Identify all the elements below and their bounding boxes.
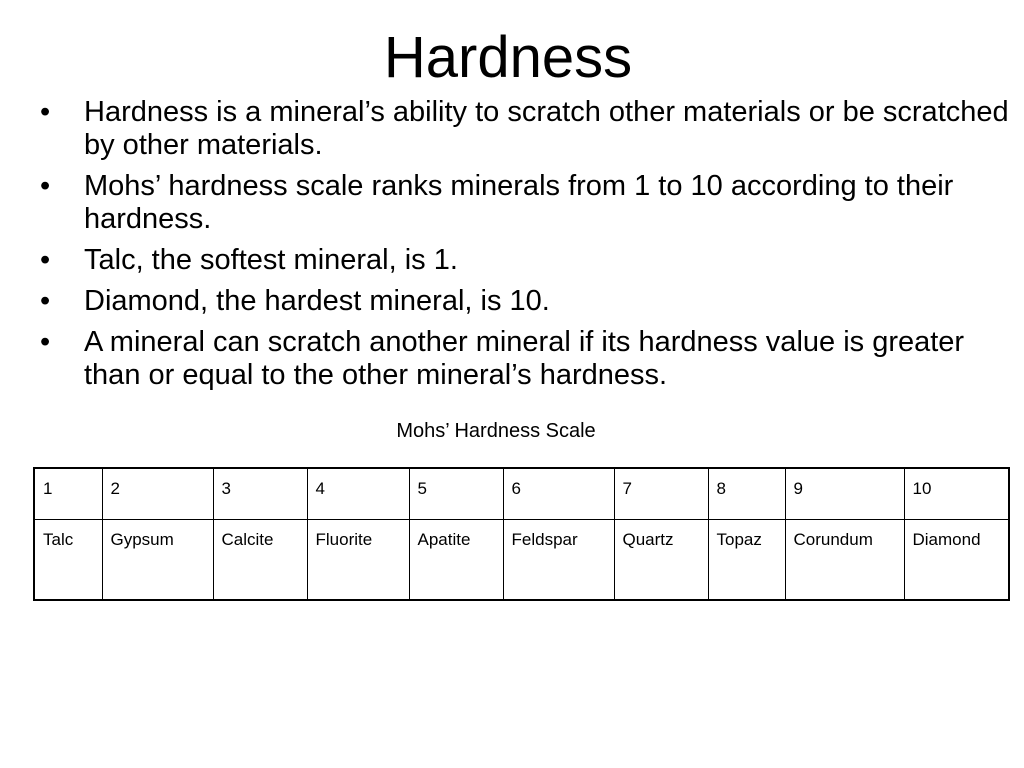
table-caption: Mohs’ Hardness Scale — [396, 420, 596, 442]
bullet-icon: • — [40, 285, 51, 317]
hardness-number-cell: 4 — [307, 468, 409, 520]
mineral-name-cell: Quartz — [614, 520, 708, 601]
bullet-text: Hardness is a mineral’s ability to scratch other materials or be scratched by other materials. — [84, 96, 1009, 161]
bullet-icon: • — [40, 326, 51, 358]
hardness-number-cell: 7 — [614, 468, 708, 520]
bullet-item — [40, 96, 1010, 162]
hardness-number-cell: 3 — [213, 468, 307, 520]
bullet-item — [40, 326, 1010, 392]
hardness-number-cell: 8 — [708, 468, 785, 520]
mineral-name-row — [34, 520, 1009, 601]
mineral-name-cell: Gypsum — [102, 520, 213, 601]
hardness-number-cell: 5 — [409, 468, 503, 520]
bullet-text: Talc, the softest mineral, is 1. — [84, 244, 458, 276]
mineral-name-cell: Corundum — [785, 520, 904, 601]
mineral-name-cell: Calcite — [213, 520, 307, 601]
mineral-name-cell: Fluorite — [307, 520, 409, 601]
bullet-icon: • — [40, 96, 51, 128]
bullet-item — [40, 244, 1010, 277]
hardness-number-cell: 9 — [785, 468, 904, 520]
hardness-number-row — [34, 468, 1009, 520]
mineral-name-cell: Topaz — [708, 520, 785, 601]
hardness-number-cell: 10 — [904, 468, 1009, 520]
hardness-number-cell: 1 — [34, 468, 102, 520]
slide-title: Hardness — [383, 25, 633, 90]
bullet-text: A mineral can scratch another mineral if its hardness value is greater than or equal to the other mineral’s hardness. — [84, 326, 965, 391]
hardness-number-cell: 6 — [503, 468, 614, 520]
bullet-text: Mohs’ hardness scale ranks minerals from 1 to 10 according to their hardness. — [84, 170, 954, 235]
bullet-icon: • — [40, 170, 51, 202]
bullet-icon: • — [40, 244, 51, 276]
mineral-name-cell: Feldspar — [503, 520, 614, 601]
mineral-name-cell: Diamond — [904, 520, 1009, 601]
hardness-number-cell: 2 — [102, 468, 213, 520]
mineral-name-cell: Talc — [34, 520, 102, 601]
bullet-text: Diamond, the hardest mineral, is 10. — [84, 285, 550, 317]
bullet-item — [40, 170, 1010, 236]
bullet-item — [40, 285, 1010, 318]
bullet-list — [40, 96, 1010, 400]
hardness-scale-table — [33, 467, 1010, 601]
mineral-name-cell: Apatite — [409, 520, 503, 601]
